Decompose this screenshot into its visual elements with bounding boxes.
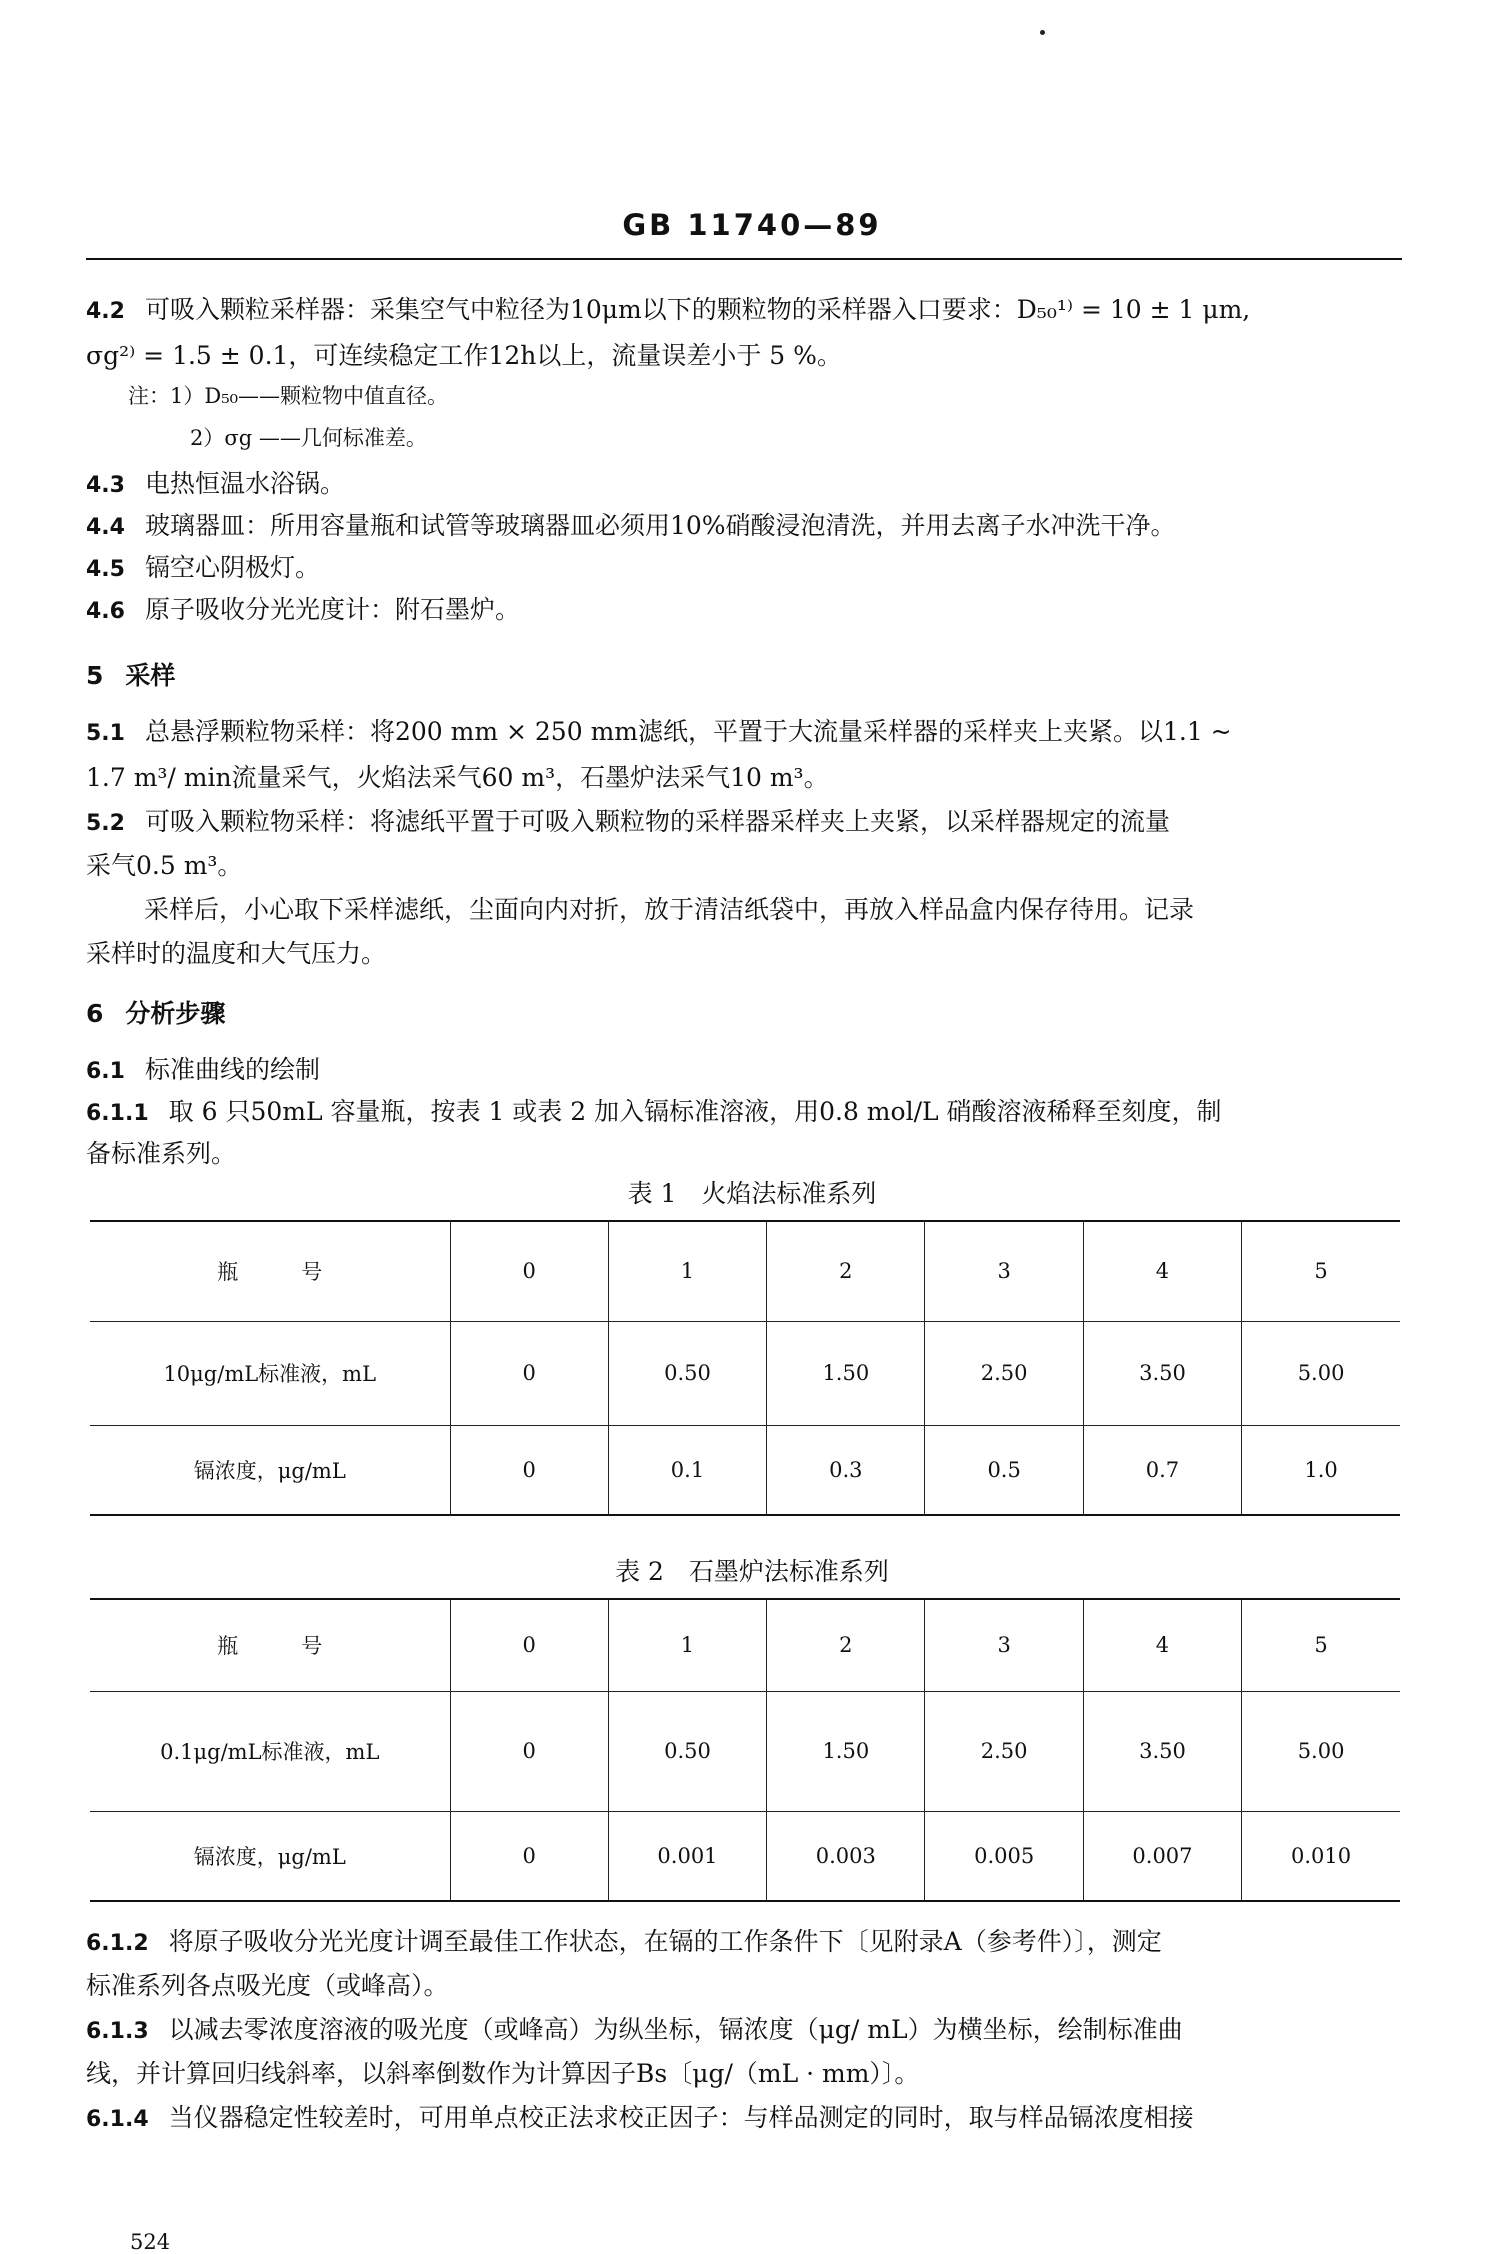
clause-5-1-cont: 1.7 m³/ min流量采气，火焰法采气60 m³，石墨炉法采气10 m³。 [86, 763, 829, 792]
table-cell: 3 [925, 1221, 1083, 1321]
table-cell: 0.50 [608, 1321, 766, 1425]
clause-6-1-3 [86, 2010, 1183, 2046]
table-cell: 2.50 [925, 1691, 1083, 1811]
table-cell: 4 [1083, 1599, 1241, 1691]
table-cell: 瓶 号 [217, 1260, 323, 1285]
clause-6-1-3-cont: 线，并计算回归线斜率，以斜率倒数作为计算因子Bs〔μg/（mL · mm）〕。 [86, 2059, 920, 2088]
note-2: 2）σg ——几何标准差。 [190, 426, 427, 450]
clause-text: 当仪器稳定性较差时，可用单点校正法求校正因子：与样品测定的同时，取与样品镉浓度相接 [168, 2103, 1194, 2132]
clause-6-1-1 [86, 1092, 1222, 1128]
table-cell: 1.50 [767, 1691, 925, 1811]
table-cell: 1.0 [1242, 1425, 1400, 1515]
clause-number: 4.2 [86, 299, 125, 324]
table-cell: 镉浓度，μg/mL [193, 1458, 346, 1483]
note-1: 注：1）D₅₀——颗粒物中值直径。 [128, 384, 449, 408]
table-cell: 0.1 [608, 1425, 766, 1515]
table-row [90, 1811, 1400, 1901]
table-cell: 4 [1083, 1221, 1241, 1321]
table-1 [90, 1220, 1400, 1516]
clause-number: 5.1 [86, 721, 125, 746]
clause-number: 4.5 [86, 557, 125, 582]
clause-text: 标准曲线的绘制 [144, 1055, 320, 1084]
table-cell: 0.005 [925, 1811, 1083, 1901]
clause-number: 4.4 [86, 515, 125, 540]
table-cell: 0 [450, 1599, 608, 1691]
table-cell: 0.7 [1083, 1425, 1241, 1515]
table-1-caption: 表 1 火焰法标准系列 [627, 1179, 877, 1208]
table-cell: 5 [1242, 1221, 1400, 1321]
table-cell: 3 [925, 1599, 1083, 1691]
table-cell: 2 [767, 1221, 925, 1321]
table-cell: 1 [608, 1599, 766, 1691]
section-number: 6 [86, 999, 104, 1028]
section-6-heading [86, 994, 225, 1030]
section-number: 5 [86, 661, 104, 690]
table-cell: 5.00 [1242, 1321, 1400, 1425]
clause-number: 6.1.3 [86, 2019, 149, 2044]
clause-5-1 [86, 712, 1232, 748]
table-cell: 0.50 [608, 1691, 766, 1811]
table-cell: 1.50 [767, 1321, 925, 1425]
clause-text: 玻璃器皿：所用容量瓶和试管等玻璃器皿必须用10%硝酸浸泡清洗，并用去离子水冲洗干净。 [144, 511, 1176, 540]
section-5-heading [86, 656, 175, 692]
page-number: 524 [130, 2230, 171, 2254]
header-rule [86, 258, 1402, 260]
section-title: 分析步骤 [125, 999, 226, 1028]
table-cell: 0 [450, 1425, 608, 1515]
table-cell: 0.001 [608, 1811, 766, 1901]
table-2-caption: 表 2 石墨炉法标准系列 [615, 1557, 889, 1586]
table-cell: 0.1μg/mL标准液，mL [160, 1740, 380, 1764]
paragraph-sampling: 采样后，小心取下采样滤纸，尘面向内对折，放于清洁纸袋中，再放入样品盒内保存待用。记录 [144, 895, 1195, 924]
section-title: 采样 [125, 661, 176, 690]
table-cell: 瓶 号 [217, 1634, 323, 1659]
table-cell: 0 [450, 1221, 608, 1321]
table-cell: 5.00 [1242, 1691, 1400, 1811]
table-cell: 0.010 [1242, 1811, 1400, 1901]
clause-text: 镉空心阴极灯。 [144, 553, 320, 582]
table-cell: 0.007 [1083, 1811, 1241, 1901]
table-cell: 0 [450, 1691, 608, 1811]
clause-text: 将原子吸收分光光度计调至最佳工作状态，在镉的工作条件下〔见附录A（参考件）〕，测定 [168, 1927, 1162, 1956]
table-cell: 0.3 [767, 1425, 925, 1515]
table-2 [90, 1598, 1400, 1902]
table-cell: 2 [767, 1599, 925, 1691]
table-cell: 2.50 [925, 1321, 1083, 1425]
clause-text: 可吸入颗粒采样器：采集空气中粒径为10μm以下的颗粒物的采样器入口要求：D₅₀¹⁾ = 10 ± 1 μm, [144, 295, 1251, 324]
clause-text: 总悬浮颗粒物采样：将200 mm × 250 mm滤纸，平置于大流量采样器的采样夹上夹紧。以1.1 ~ [144, 717, 1232, 746]
table-cell: 3.50 [1083, 1691, 1241, 1811]
clause-5-2 [86, 802, 1170, 838]
table-cell: 镉浓度，μg/mL [193, 1844, 346, 1869]
clause-text: 电热恒温水浴锅。 [144, 469, 345, 498]
clause-number: 6.1.1 [86, 1101, 149, 1126]
clause-6-1-2-cont: 标准系列各点吸光度（或峰高）。 [86, 1971, 449, 2000]
clause-number: 6.1 [86, 1059, 125, 1084]
clause-6-1-1-cont: 备标准系列。 [86, 1139, 237, 1168]
table-cell: 0.003 [767, 1811, 925, 1901]
table-row [90, 1321, 1400, 1425]
clause-4-2 [86, 290, 1250, 326]
clause-6-1-4 [86, 2098, 1194, 2134]
clause-4-2-cont: σg²⁾ = 1.5 ± 0.1，可连续稳定工作12h以上，流量误差小于 5 %。 [86, 341, 842, 370]
clause-4-5 [86, 548, 320, 584]
clause-6-1-2 [86, 1922, 1162, 1958]
table-row [90, 1691, 1400, 1811]
table-row [90, 1221, 1400, 1321]
table-cell: 0 [450, 1811, 608, 1901]
standard-header: GB 11740—89 [622, 208, 882, 242]
clause-number: 6.1.2 [86, 1931, 149, 1956]
clause-number: 6.1.4 [86, 2107, 149, 2132]
clause-4-4 [86, 506, 1176, 542]
table-cell: 5 [1242, 1599, 1400, 1691]
table-cell: 10μg/mL标准液，mL [163, 1362, 377, 1386]
clause-text: 取 6 只50mL 容量瓶，按表 1 或表 2 加入镉标准溶液，用0.8 mol/L 硝酸溶液稀释至刻度，制 [168, 1097, 1222, 1126]
table-cell: 1 [608, 1221, 766, 1321]
scan-speck [1040, 30, 1045, 35]
clause-text: 以减去零浓度溶液的吸光度（或峰高）为纵坐标，镉浓度（μg/ mL）为横坐标，绘制标准曲 [168, 2015, 1183, 2044]
table-cell: 0.5 [925, 1425, 1083, 1515]
table-row [90, 1599, 1400, 1691]
clause-4-6 [86, 590, 520, 626]
clause-number: 4.3 [86, 473, 125, 498]
clause-text: 可吸入颗粒物采样：将滤纸平置于可吸入颗粒物的采样器采样夹上夹紧，以采样器规定的流量 [144, 807, 1170, 836]
table-cell: 0 [450, 1321, 608, 1425]
clause-number: 4.6 [86, 599, 125, 624]
clause-5-2-cont: 采气0.5 m³。 [86, 851, 243, 880]
clause-6-1 [86, 1050, 320, 1086]
table-cell: 3.50 [1083, 1321, 1241, 1425]
clause-number: 5.2 [86, 811, 125, 836]
paragraph-sampling-cont: 采样时的温度和大气压力。 [86, 939, 387, 968]
clause-text: 原子吸收分光光度计：附石墨炉。 [144, 595, 520, 624]
table-row [90, 1425, 1400, 1515]
clause-4-3 [86, 464, 345, 500]
